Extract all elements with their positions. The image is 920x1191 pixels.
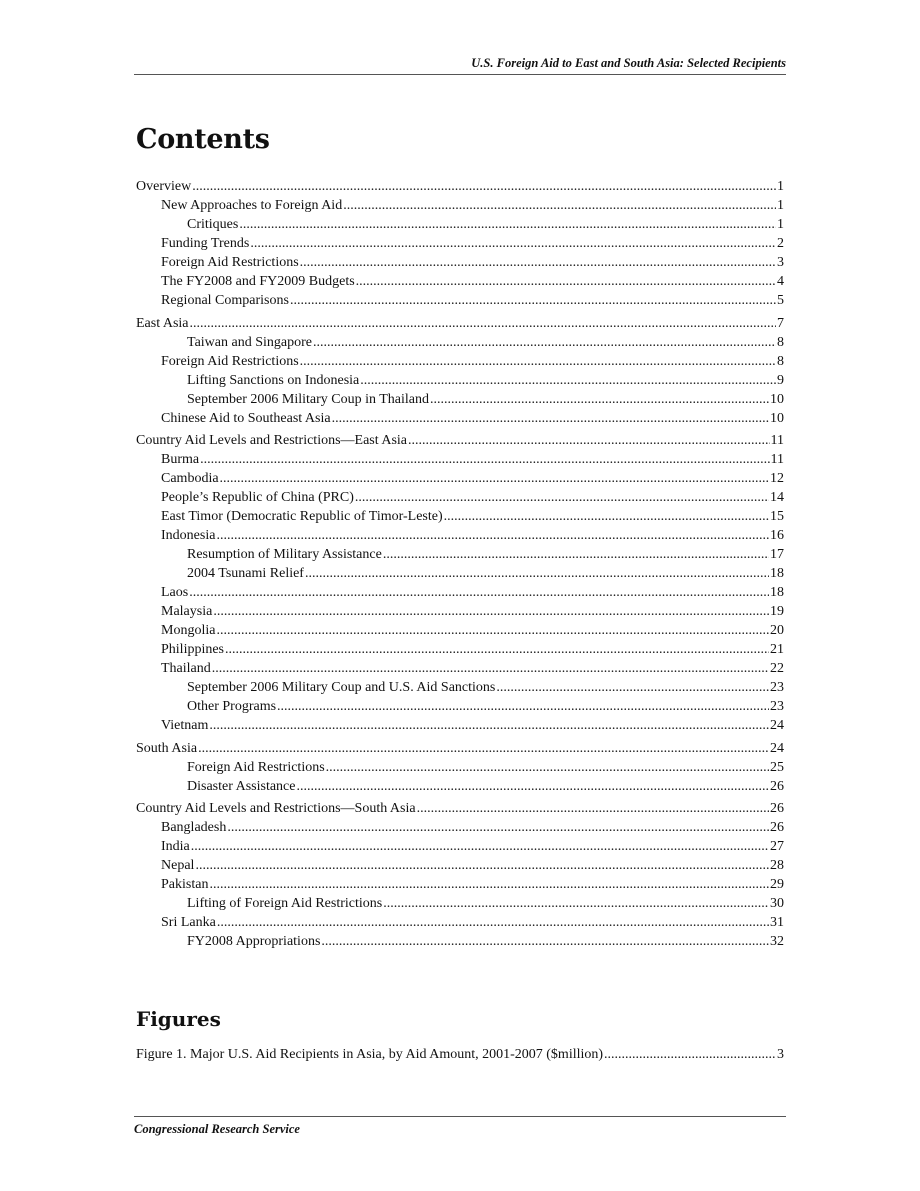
dot-leader <box>216 526 769 545</box>
toc-entry-label: Lifting of Foreign Aid Restrictions <box>187 896 383 911</box>
dot-leader <box>213 602 769 621</box>
toc-entry-label: Country Aid Levels and Restrictions—South Asia <box>136 801 416 816</box>
dot-leader <box>430 390 769 409</box>
dot-leader <box>383 545 769 564</box>
toc-entry-page: 18 <box>770 585 784 600</box>
toc-entry-label: September 2006 Military Coup and U.S. Aid Sanctions <box>187 680 496 695</box>
toc-entry[interactable] <box>136 469 784 488</box>
toc-entry-page: 8 <box>777 334 784 350</box>
dot-leader <box>277 697 769 716</box>
toc-entry[interactable] <box>136 234 784 253</box>
toc-entry[interactable] <box>136 799 784 818</box>
dot-leader <box>290 291 776 310</box>
dot-leader <box>250 234 776 253</box>
toc-entry-page: 26 <box>770 778 784 794</box>
dot-leader <box>296 777 769 796</box>
toc-entry[interactable] <box>136 875 784 894</box>
toc-entry[interactable] <box>136 390 784 409</box>
toc-entry-label: Foreign Aid Restrictions <box>187 759 325 775</box>
toc-entry[interactable] <box>136 894 784 913</box>
running-footer <box>134 1116 786 1137</box>
dot-leader <box>326 758 769 777</box>
toc-entry-page: 17 <box>770 547 784 562</box>
toc-entry[interactable] <box>136 856 784 875</box>
toc-entry[interactable] <box>136 488 784 507</box>
toc-entry-label: East Timor (Democratic Republic of Timor-Leste) <box>161 509 443 524</box>
dot-leader <box>321 932 769 951</box>
toc-entry-page: 24 <box>770 718 784 733</box>
table-of-contents <box>136 177 784 951</box>
dot-leader <box>189 583 769 602</box>
toc-entry-page: 26 <box>770 801 784 816</box>
toc-entry-label: New Approaches to Foreign Aid <box>161 198 343 213</box>
toc-entry-page: 24 <box>770 740 784 756</box>
toc-entry-label: Burma <box>161 452 200 467</box>
toc-entry-page: 18 <box>770 566 784 581</box>
toc-entry[interactable] <box>136 272 784 291</box>
toc-entry-label: Vietnam <box>161 718 209 733</box>
dot-leader <box>300 253 776 272</box>
dot-leader <box>305 564 769 583</box>
toc-entry[interactable] <box>136 777 784 796</box>
dot-leader <box>313 333 776 352</box>
dot-leader <box>209 875 769 894</box>
toc-entry[interactable] <box>136 659 784 678</box>
dot-leader <box>191 837 769 856</box>
toc-entry-page: 2 <box>777 236 784 251</box>
dot-leader <box>216 621 769 640</box>
toc-entry-label: Laos <box>161 585 189 600</box>
toc-entry-label: Indonesia <box>161 528 216 543</box>
toc-entry[interactable] <box>136 739 784 758</box>
toc-entry-page: 22 <box>770 661 784 676</box>
toc-entry-label: Disaster Assistance <box>187 778 296 794</box>
toc-entry-label: Funding Trends <box>161 236 250 251</box>
toc-entry-label: Other Programs <box>187 699 277 714</box>
toc-entry-label: Philippines <box>161 642 225 657</box>
toc-entry-page: 27 <box>770 839 784 854</box>
toc-entry-label: Mongolia <box>161 623 216 638</box>
running-header <box>134 56 786 75</box>
toc-entry-page: 1 <box>777 198 784 213</box>
dot-leader <box>417 799 769 818</box>
toc-entry-label: The FY2008 and FY2009 Budgets <box>161 274 355 289</box>
toc-entry-page: 20 <box>770 623 784 638</box>
toc-entry-label: Pakistan <box>161 877 209 892</box>
toc-entry-page: 29 <box>770 877 784 892</box>
toc-entry-label: Resumption of Military Assistance <box>187 547 382 562</box>
toc-entry[interactable] <box>136 1045 784 1064</box>
toc-entry-page: 30 <box>770 896 784 911</box>
dot-leader <box>192 177 776 196</box>
toc-entry[interactable] <box>136 545 784 564</box>
toc-entry-label: 2004 Tsunami Relief <box>187 566 304 581</box>
toc-entry-label: Sri Lanka <box>161 915 216 930</box>
toc-entry-page: 23 <box>770 680 784 695</box>
dot-leader <box>496 678 769 697</box>
toc-entry-label: Lifting Sanctions on Indonesia <box>187 372 360 388</box>
list-of-figures <box>136 1045 784 1064</box>
toc-entry[interactable] <box>136 837 784 856</box>
toc-entry-page: 23 <box>770 699 784 714</box>
toc-entry-page: 8 <box>777 353 784 369</box>
dot-leader <box>408 431 769 450</box>
toc-entry-label: People’s Republic of China (PRC) <box>161 490 354 505</box>
dot-leader <box>227 818 769 837</box>
toc-entry[interactable] <box>136 196 784 215</box>
dot-leader <box>360 371 776 390</box>
toc-entry[interactable] <box>136 932 784 951</box>
toc-entry-label: Taiwan and Singapore <box>187 334 312 350</box>
toc-entry[interactable] <box>136 526 784 545</box>
toc-entry[interactable] <box>136 913 784 932</box>
toc-entry-page: 21 <box>770 642 784 657</box>
toc-entry-page: 28 <box>770 858 784 873</box>
toc-entry[interactable] <box>136 431 784 450</box>
toc-entry-page: 10 <box>770 391 784 407</box>
toc-entry-label: Thailand <box>161 661 211 676</box>
toc-entry-label: Country Aid Levels and Restrictions—East Asia <box>136 433 408 448</box>
toc-entry-label: Nepal <box>161 858 195 873</box>
figures-title: Figures <box>136 1007 221 1031</box>
toc-entry[interactable] <box>136 640 784 659</box>
toc-entry-label: September 2006 Military Coup in Thailand <box>187 391 429 407</box>
toc-entry-page: 26 <box>770 820 784 835</box>
dot-leader <box>190 314 777 333</box>
toc-entry-label: East Asia <box>136 315 189 331</box>
toc-entry-page: 12 <box>770 471 784 486</box>
toc-entry[interactable] <box>136 333 784 352</box>
dot-leader <box>604 1045 776 1064</box>
toc-entry[interactable] <box>136 564 784 583</box>
toc-entry-page: 31 <box>770 915 784 930</box>
toc-entry-label: Critiques <box>187 217 239 232</box>
dot-leader <box>225 640 769 659</box>
dot-leader <box>332 409 769 428</box>
dot-leader <box>343 196 776 215</box>
dot-leader <box>239 215 776 234</box>
toc-entry-page: 19 <box>770 604 784 619</box>
toc-entry-page: 3 <box>777 1047 784 1062</box>
toc-entry[interactable] <box>136 253 784 272</box>
toc-entry[interactable] <box>136 697 784 716</box>
dot-leader <box>195 856 769 875</box>
toc-entry-label: India <box>161 839 190 854</box>
toc-entry[interactable] <box>136 507 784 526</box>
toc-entry[interactable] <box>136 450 784 469</box>
toc-entry-page: 11 <box>770 433 784 448</box>
toc-entry[interactable] <box>136 602 784 621</box>
toc-entry-page: 4 <box>777 274 784 289</box>
toc-entry-page: 14 <box>770 490 784 505</box>
dot-leader <box>200 450 769 469</box>
toc-entry-page: 16 <box>770 528 784 543</box>
toc-entry-label: Bangladesh <box>161 820 227 835</box>
dot-leader <box>220 469 769 488</box>
toc-entry[interactable] <box>136 409 784 428</box>
toc-entry[interactable] <box>136 678 784 697</box>
running-header-title: U.S. Foreign Aid to East and South Asia: Selected Recipients <box>471 56 786 70</box>
toc-entry-page: 5 <box>777 293 784 308</box>
toc-entry-label: FY2008 Appropriations <box>187 934 321 949</box>
dot-leader <box>198 739 769 758</box>
toc-entry[interactable] <box>136 818 784 837</box>
dot-leader <box>355 488 769 507</box>
dot-leader <box>212 659 769 678</box>
toc-entry-page: 25 <box>770 759 784 775</box>
contents-title: Contents <box>136 124 270 155</box>
toc-entry-label: Foreign Aid Restrictions <box>161 255 299 270</box>
toc-entry-page: 7 <box>777 315 784 331</box>
toc-entry-page: 1 <box>777 217 784 232</box>
toc-entry-label: Cambodia <box>161 471 219 486</box>
dot-leader <box>444 507 769 526</box>
toc-entry[interactable] <box>136 291 784 310</box>
toc-entry-label: Malaysia <box>161 604 213 619</box>
toc-entry[interactable] <box>136 215 784 234</box>
toc-entry[interactable] <box>136 621 784 640</box>
toc-entry-label: Chinese Aid to Southeast Asia <box>161 410 331 426</box>
toc-entry-label: Foreign Aid Restrictions <box>161 353 299 369</box>
toc-entry-page: 32 <box>770 934 784 949</box>
toc-entry[interactable] <box>136 716 784 735</box>
toc-entry-page: 1 <box>777 179 784 194</box>
dot-leader <box>300 352 776 371</box>
toc-entry[interactable] <box>136 371 784 390</box>
toc-entry[interactable] <box>136 314 784 333</box>
toc-entry-label: South Asia <box>136 740 198 756</box>
toc-entry-page: 3 <box>777 255 784 270</box>
toc-entry[interactable] <box>136 352 784 371</box>
dot-leader <box>209 716 769 735</box>
toc-entry-page: 15 <box>770 509 784 524</box>
toc-entry[interactable] <box>136 758 784 777</box>
toc-entry-page: 11 <box>770 452 784 467</box>
dot-leader <box>217 913 769 932</box>
toc-entry[interactable] <box>136 583 784 602</box>
toc-entry[interactable] <box>136 177 784 196</box>
toc-entry-page: 10 <box>770 410 784 426</box>
toc-entry-page: 9 <box>777 372 784 388</box>
dot-leader <box>356 272 776 291</box>
toc-entry-label: Overview <box>136 179 192 194</box>
dot-leader <box>383 894 769 913</box>
toc-entry-label: Regional Comparisons <box>161 293 289 308</box>
toc-entry-label: Figure 1. Major U.S. Aid Recipients in Asia, by Aid Amount, 2001-2007 ($million) <box>136 1047 604 1062</box>
footer-publisher: Congressional Research Service <box>134 1122 300 1136</box>
